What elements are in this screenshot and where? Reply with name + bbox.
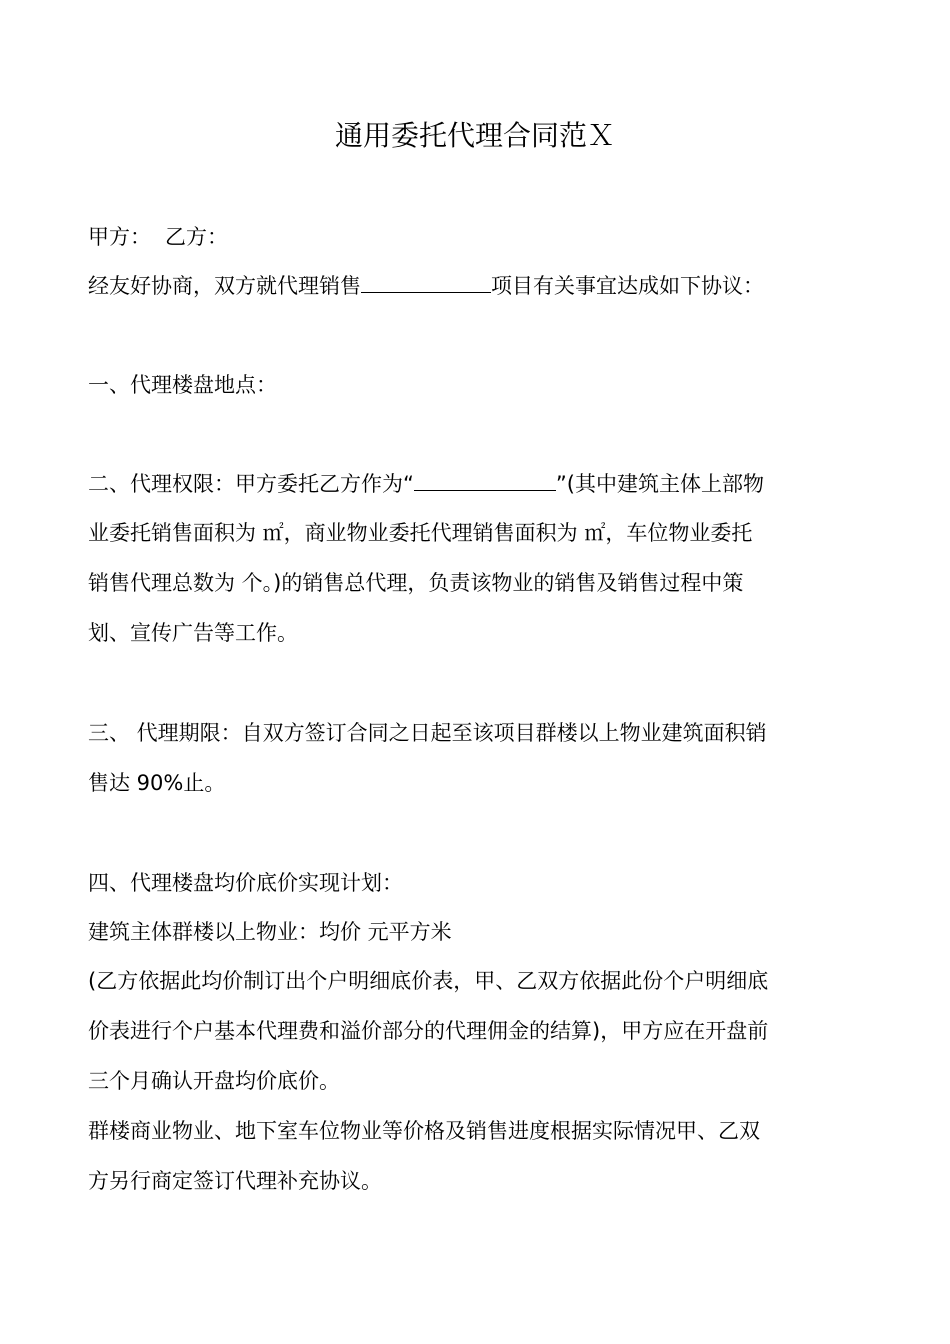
party-b-label: 乙方： xyxy=(165,225,228,249)
document-title: 通用委托代理合同范Ｘ xyxy=(334,119,615,152)
section-4-line-1: 建筑主体群楼以上物业：均价 元平方米 xyxy=(88,920,452,944)
section-2-line-3: 销售代理总数为 个。)的销售总代理，负责该物业的销售及销售过程中策 xyxy=(88,571,744,595)
section-2-line-1 xyxy=(88,468,868,499)
party-a-label: 甲方： xyxy=(88,225,151,249)
intro-text-after: 项目有关事宜达成如下协议： xyxy=(491,274,764,298)
section-2-line-4: 划、宣传广告等工作。 xyxy=(88,621,298,645)
project-name-blank xyxy=(361,270,491,293)
section-2-text-before: 二、代理权限：甲方委托乙方作为“ xyxy=(88,472,414,496)
section-1-heading: 一、代理楼盘地点： xyxy=(88,373,277,397)
section-4-line-4: 三个月确认开盘均价底价。 xyxy=(88,1069,340,1093)
section-3-line-1: 三、 代理期限：自双方签订合同之日起至该项目群楼以上物业建筑面积销 xyxy=(88,721,767,745)
section-4-line-3: 价表进行个户基本代理费和溢价部分的代理佣金的结算)，甲方应在开盘前 xyxy=(88,1019,769,1043)
section-2-line-2: 业委托销售面积为 ㎡，商业物业委托代理销售面积为 ㎡，车位物业委托 xyxy=(88,521,753,545)
intro-line xyxy=(88,270,868,301)
section-4-line-5: 群楼商业物业、地下室车位物业等价格及销售进度根据实际情况甲、乙双 xyxy=(88,1119,760,1143)
section-2-text-after: ”(其中建筑主体上部物 xyxy=(555,472,764,496)
section-4-heading: 四、代理楼盘均价底价实现计划： xyxy=(88,871,403,895)
section-4-line-6: 方另行商定签订代理补充协议。 xyxy=(88,1169,382,1193)
section-3-line-2: 售达 90%止。 xyxy=(88,771,226,795)
parties-line xyxy=(88,222,868,252)
agent-name-blank xyxy=(414,468,556,491)
section-4-line-2: (乙方依据此均价制订出个户明细底价表，甲、乙双方依据此份个户明细底 xyxy=(88,969,769,993)
intro-text-before: 经友好协商，双方就代理销售 xyxy=(88,274,361,298)
